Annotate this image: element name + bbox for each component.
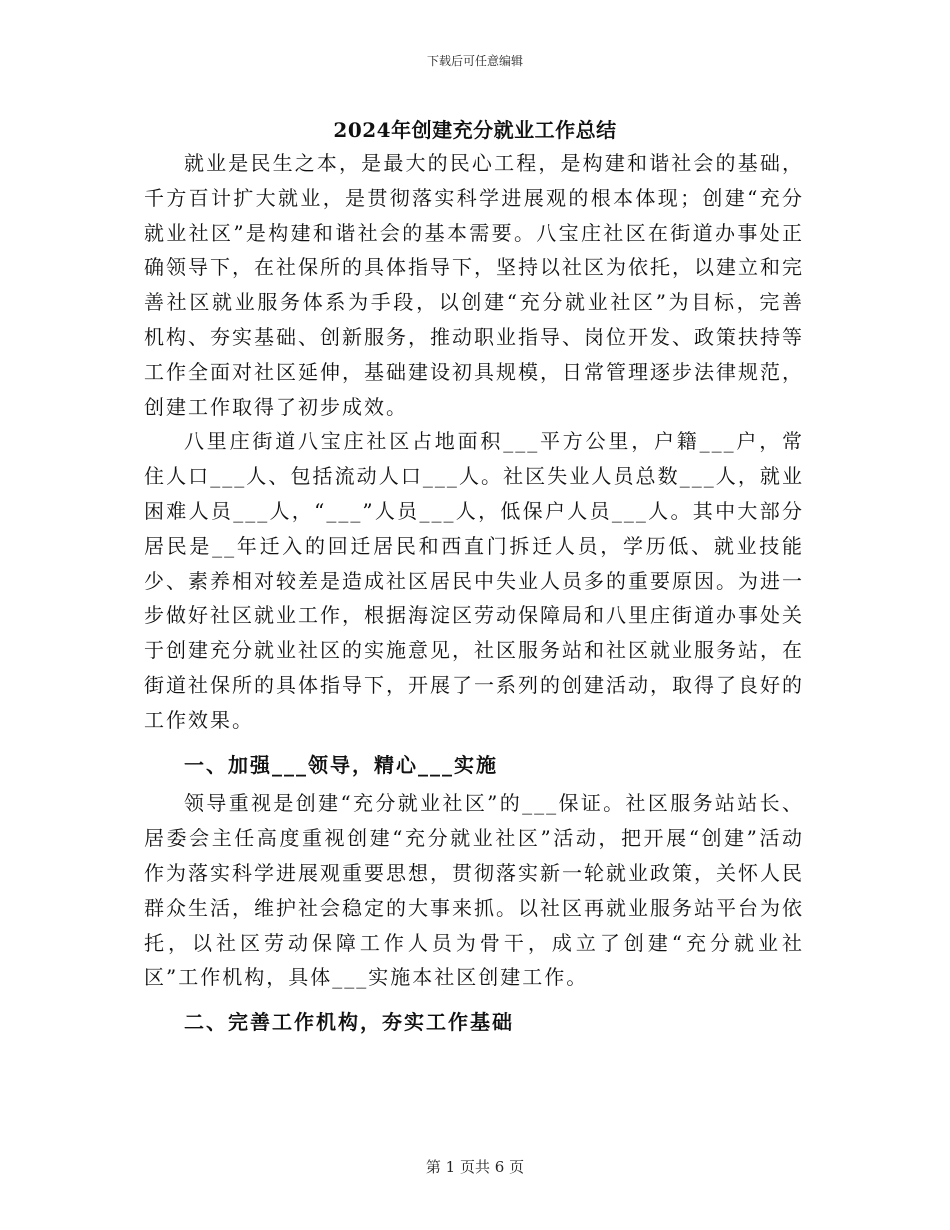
section-heading-1: 一、加强___领导，精心___实施 xyxy=(184,752,498,777)
header-note: 下载后可任意编辑 xyxy=(426,54,523,68)
document-body xyxy=(144,146,804,1044)
paragraph-community-overview: 八里庄街道八宝庄社区占地面积___平方公里，户籍___户，常住人口___人、包括流动人口___人。社区失业人员总数___人，就业困难人员___人，“___”人员___人，低保户人员___人。其中大部分居民是__年迁入的回迁居民和西直门拆迁人员，学历低、就业技能少、素养相对较差是造成社区居民中失业人员多的重要原因。为进一步做好社区就业工作，根据海淀区劳动保障局和八里庄街道办事处关于创建充分就业社区的实施意见，社区服务站和社区就业服务站，在街道社保所的具体指导下，开展了一系列的创建活动，取得了良好的工作效果。 xyxy=(144,429,804,732)
paragraph-section-1: 领导重视是创建“充分就业社区”的___保证。社区服务站站长、居委会主任高度重视创建“充分就业社区”活动，把开展“创建”活动作为落实科学进展观重要思想，贯彻落实新一轮就业政策，关怀人民群众生活，维护社会稳定的大事来抓。以社区再就业服务站平台为依托，以社区劳动保障工作人员为骨干，成立了创建“充分就业社区”工作机构，具体___实施本社区创建工作。 xyxy=(144,791,804,990)
section-heading-2: 二、完善工作机构，夯实工作基础 xyxy=(184,1010,514,1035)
paragraph-intro: 就业是民生之本，是最大的民心工程，是构建和谐社会的基础，千方百计扩大就业，是贯彻落实科学进展观的根本体现；创建“充分就业社区”是构建和谐社会的基本需要。八宝庄社区在街道办事处正确领导下，在社保所的具体指导下，坚持以社区为依托，以建立和完善社区就业服务体系为手段，以创建“充分就业社区”为目标，完善机构、夯实基础、创新服务，推动职业指导、岗位开发、政策扶持等工作全面对社区延伸，基础建设初具规模，日常管理逐步法律规范，创建工作取得了初步成效。 xyxy=(144,151,804,419)
page-number: 第 1 页共 6 页 xyxy=(425,1158,525,1176)
document-title: 2024年创建充分就业工作总结 xyxy=(333,118,617,142)
